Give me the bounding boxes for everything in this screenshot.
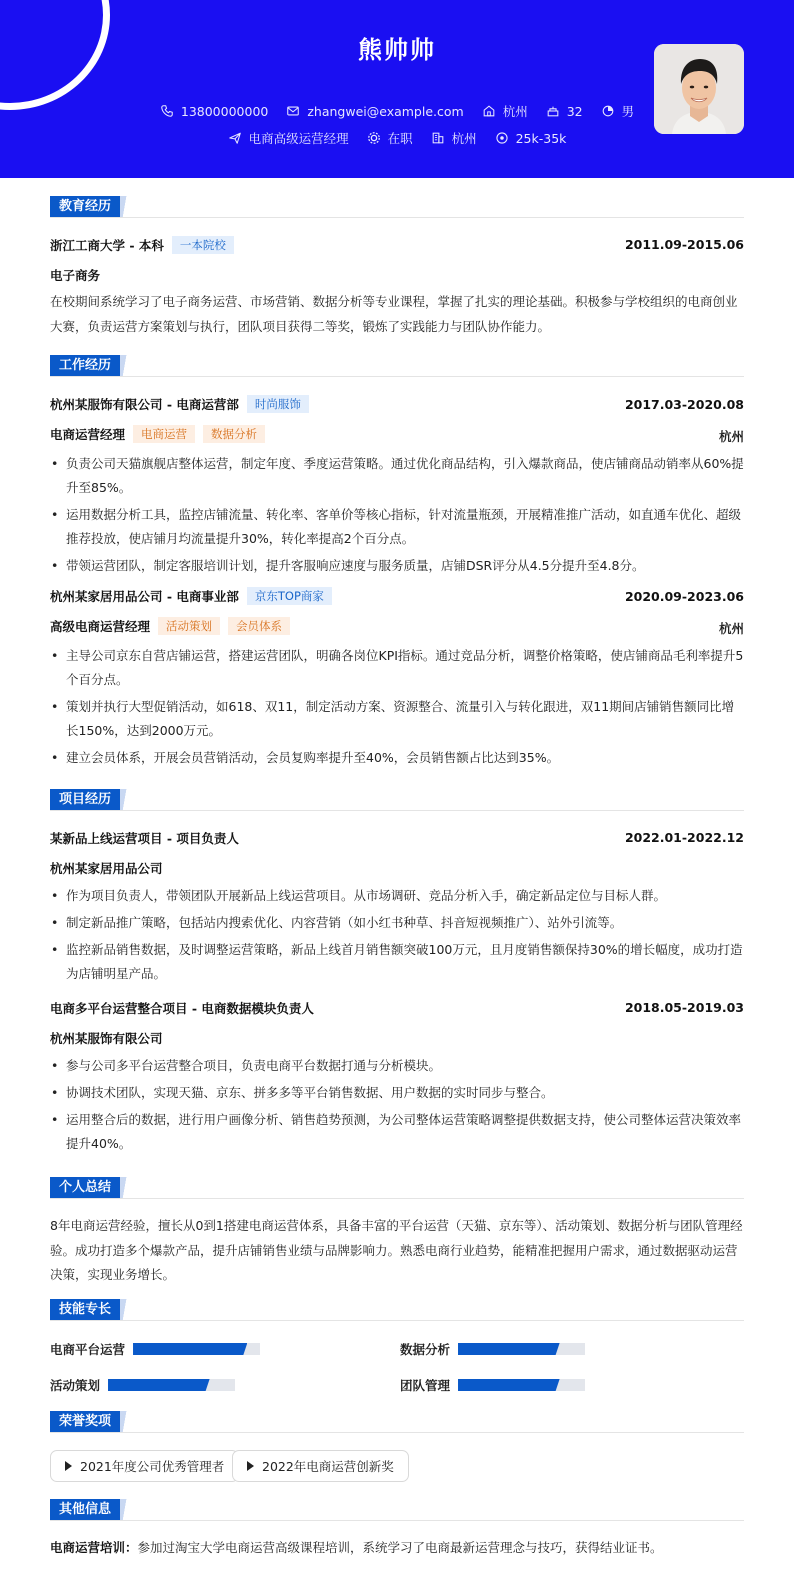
education-major: 电子商务 <box>50 268 101 283</box>
section-divider <box>50 217 744 218</box>
skill-item <box>400 1340 585 1358</box>
section-title-other <box>50 1499 132 1521</box>
list-item: • 负责公司天猫旗舰店整体运营，制定年度、季度运营策略。通过优化商品结构，引入爆款商品，使店铺商品动销率从60%提升至85%。 <box>50 452 744 500</box>
age-text: 32 <box>566 103 583 119</box>
section-label: 荣誉奖项 <box>50 1411 120 1433</box>
job-role: 高级电商运营经理 <box>50 619 151 634</box>
section-divider <box>50 1432 744 1433</box>
section-divider <box>50 810 744 811</box>
resume-header <box>0 0 794 178</box>
job-bullets <box>50 644 744 773</box>
building-icon <box>431 131 445 145</box>
send-icon <box>228 131 242 145</box>
salary-item <box>495 131 567 146</box>
list-item: • 参与公司多平台运营整合项目，负责电商平台数据打通与分析模块。 <box>50 1054 744 1078</box>
section-title-awards <box>50 1411 132 1433</box>
title-tail <box>120 355 132 377</box>
email-icon <box>286 104 300 118</box>
section-label: 教育经历 <box>50 196 120 218</box>
job-city: 杭州 <box>718 429 744 444</box>
skill-name: 活动策划 <box>50 1378 101 1393</box>
list-item: • 策划并执行大型促销活动，如618、双11，制定活动方案、资源整合、流量引入与转化跟进，双11期间店铺销售额同比增长150%，达到2000万元。 <box>50 695 744 743</box>
status-icon <box>367 131 381 145</box>
project-company: 杭州某服饰有限公司 <box>50 1031 163 1046</box>
award-item <box>232 1450 409 1482</box>
education-description: 在校期间系统学习了电子商务运营、市场营销、数据分析等专业课程，掌握了扎实的理论基础。积极参与学校组织的电商创业大赛，负责运营方案策划与执行，团队项目获得二等奖，锻炼了实践能力与团队协作能力。 <box>50 294 738 334</box>
gender-text: 男 <box>621 104 635 119</box>
city-item <box>431 129 477 147</box>
age-item <box>546 104 583 119</box>
phone-text: 13800000000 <box>180 103 269 119</box>
list-item: • 主导公司京东自营店铺运营，搭建运营团队，明确各岗位KPI指标。通过竞品分析，调整价格策略，使店铺商品毛利率提升5个百分点。 <box>50 644 744 692</box>
location-item <box>482 102 528 120</box>
school-name: 浙江工商大学 - 本科 <box>50 238 164 253</box>
list-item: • 运用整合后的数据，进行用户画像分析、销售趋势预测，为公司整体运营策略调整提供数据支持，使公司整体运营决策效率提升40%。 <box>50 1108 744 1156</box>
title-tail <box>120 1177 132 1199</box>
section-divider <box>50 1198 744 1199</box>
job-company: 杭州某服饰有限公司 - 电商运营部 <box>50 397 239 412</box>
gender-item <box>601 102 635 120</box>
skill-name: 数据分析 <box>400 1342 451 1357</box>
award-text: 2022年电商运营创新奖 <box>262 1459 394 1474</box>
section-divider <box>50 1320 744 1321</box>
job-role: 电商运营经理 <box>50 427 126 442</box>
project-date: 2018.05-2019.03 <box>624 1000 744 1015</box>
section-label: 技能专长 <box>50 1299 120 1321</box>
job-chip: 电商运营 <box>133 425 195 443</box>
list-item: • 带领运营团队，制定客服培训计划，提升客服响应速度与服务质量，店铺DSR评分从4.5分提升至4.8分。 <box>50 554 744 578</box>
section-title-education <box>50 196 132 218</box>
skill-bar-fill <box>108 1379 210 1391</box>
title-tail <box>120 1411 132 1433</box>
other-info <box>50 1538 663 1558</box>
list-item: • 监控新品销售数据，及时调整运营策略，新品上线首月销售额突破100万元，且月度销售额保持30%的增长幅度，成功打造为店铺明星产品。 <box>50 938 744 986</box>
location-text: 杭州 <box>502 104 528 119</box>
title-tail <box>120 1299 132 1321</box>
avatar <box>654 44 744 134</box>
title-tail <box>120 196 132 218</box>
job-company: 杭州某家居用品公司 - 电商事业部 <box>50 589 239 604</box>
phone-icon <box>160 104 174 118</box>
skill-bar-fill <box>458 1379 560 1391</box>
title-tail <box>120 1499 132 1521</box>
job-date: 2020.09-2023.06 <box>624 589 744 604</box>
job-role-row <box>50 425 265 443</box>
project-company: 杭州某家居用品公司 <box>50 861 163 876</box>
salary-icon <box>495 131 509 145</box>
avatar-photo <box>654 44 744 134</box>
email-text: zhangwei@example.com <box>307 103 464 119</box>
job-chip: 活动策划 <box>158 617 220 635</box>
section-label: 个人总结 <box>50 1177 120 1199</box>
job-chip: 数据分析 <box>203 425 265 443</box>
school-tag: 一本院校 <box>172 236 234 254</box>
skill-bar <box>458 1343 585 1355</box>
skill-item <box>50 1376 235 1394</box>
job-tag: 时尚服饰 <box>247 395 309 413</box>
list-item: • 运用数据分析工具，监控店铺流量、转化率、客单价等核心指标，针对流量瓶颈，开展精准推广活动，如直通车优化、超级推荐投放，使店铺月均流量提升30%，转化率提高2个百分点。 <box>50 503 744 551</box>
status-item <box>367 129 413 147</box>
summary-text: 8年电商运营经验，擅长从0到1搭建电商运营体系，具备丰富的平台运营（天猫、京东等）、活动策划、数据分析与团队管理经验。成功打造多个爆款产品，提升店铺销售业绩与品牌影响力。熟悉电商行业趋势，能精准把握用户需求，通过数据驱动运营决策，实现业务增长。 <box>50 1218 743 1282</box>
award-text: 2021年度公司优秀管理者 <box>80 1459 225 1474</box>
title-tail <box>120 789 132 811</box>
skill-bar-fill <box>458 1343 560 1355</box>
salary-text: 25k-35k <box>515 130 567 146</box>
email-item <box>286 104 463 119</box>
job-city: 杭州 <box>718 621 744 636</box>
section-divider <box>50 376 744 377</box>
job-bullets <box>50 452 744 581</box>
section-label: 工作经历 <box>50 355 120 377</box>
list-item: • 制定新品推广策略，包括站内搜索优化、内容营销（如小红书种草、抖音短视频推广）、站外引流等。 <box>50 911 744 935</box>
list-item: • 协调技术团队，实现天猫、京东、拼多多等平台销售数据、用户数据的实时同步与整合。 <box>50 1081 744 1105</box>
gender-icon <box>601 104 615 118</box>
status-text: 在职 <box>387 131 413 146</box>
job-tag: 京东TOP商家 <box>247 587 332 605</box>
job-date: 2017.03-2020.08 <box>624 397 744 412</box>
section-title-skills <box>50 1299 132 1321</box>
position-item <box>228 129 349 147</box>
project-title: 某新品上线运营项目 - 项目负责人 <box>50 831 239 846</box>
play-icon <box>247 1461 254 1471</box>
project-title: 电商多平台运营整合项目 - 电商数据模块负责人 <box>50 1001 314 1016</box>
skill-name: 电商平台运营 <box>50 1342 126 1357</box>
skill-name: 团队管理 <box>400 1378 451 1393</box>
section-label: 其他信息 <box>50 1499 120 1521</box>
age-icon <box>546 104 560 118</box>
education-date: 2011.09-2015.06 <box>624 237 744 252</box>
skill-bar <box>133 1343 260 1355</box>
location-icon <box>482 104 496 118</box>
job-header <box>50 395 309 413</box>
job-header <box>50 587 332 605</box>
project-bullets <box>50 1054 744 1159</box>
section-title-summary <box>50 1177 132 1199</box>
city-text: 杭州 <box>451 131 477 146</box>
candidate-name: 熊帅帅 <box>358 36 436 64</box>
section-title-projects <box>50 789 132 811</box>
project-date: 2022.01-2022.12 <box>624 830 744 845</box>
other-text: 参加过淘宝大学电商运营高级课程培训，系统学习了电商最新运营理念与技巧，获得结业证书。 <box>137 1540 663 1555</box>
position-text: 电商高级运营经理 <box>248 131 349 146</box>
education-school-row <box>50 236 234 254</box>
skill-item <box>400 1376 585 1394</box>
award-item <box>50 1450 239 1482</box>
skill-bar <box>458 1379 585 1391</box>
list-item: • 作为项目负责人，带领团队开展新品上线运营项目。从市场调研、竞品分析入手，确定新品定位与目标人群。 <box>50 884 744 908</box>
play-icon <box>65 1461 72 1471</box>
skill-bar <box>108 1379 235 1391</box>
other-label: 电商运营培训： <box>50 1540 138 1555</box>
section-title-work <box>50 355 132 377</box>
section-label: 项目经历 <box>50 789 120 811</box>
section-divider <box>50 1520 744 1521</box>
skill-item <box>50 1340 260 1358</box>
phone-item <box>160 104 268 119</box>
project-bullets <box>50 884 744 989</box>
job-role-row <box>50 617 290 635</box>
skill-bar-fill <box>133 1343 247 1355</box>
list-item: • 建立会员体系，开展会员营销活动，会员复购率提升至40%，会员销售额占比达到35%。 <box>50 746 744 770</box>
job-chip: 会员体系 <box>228 617 290 635</box>
